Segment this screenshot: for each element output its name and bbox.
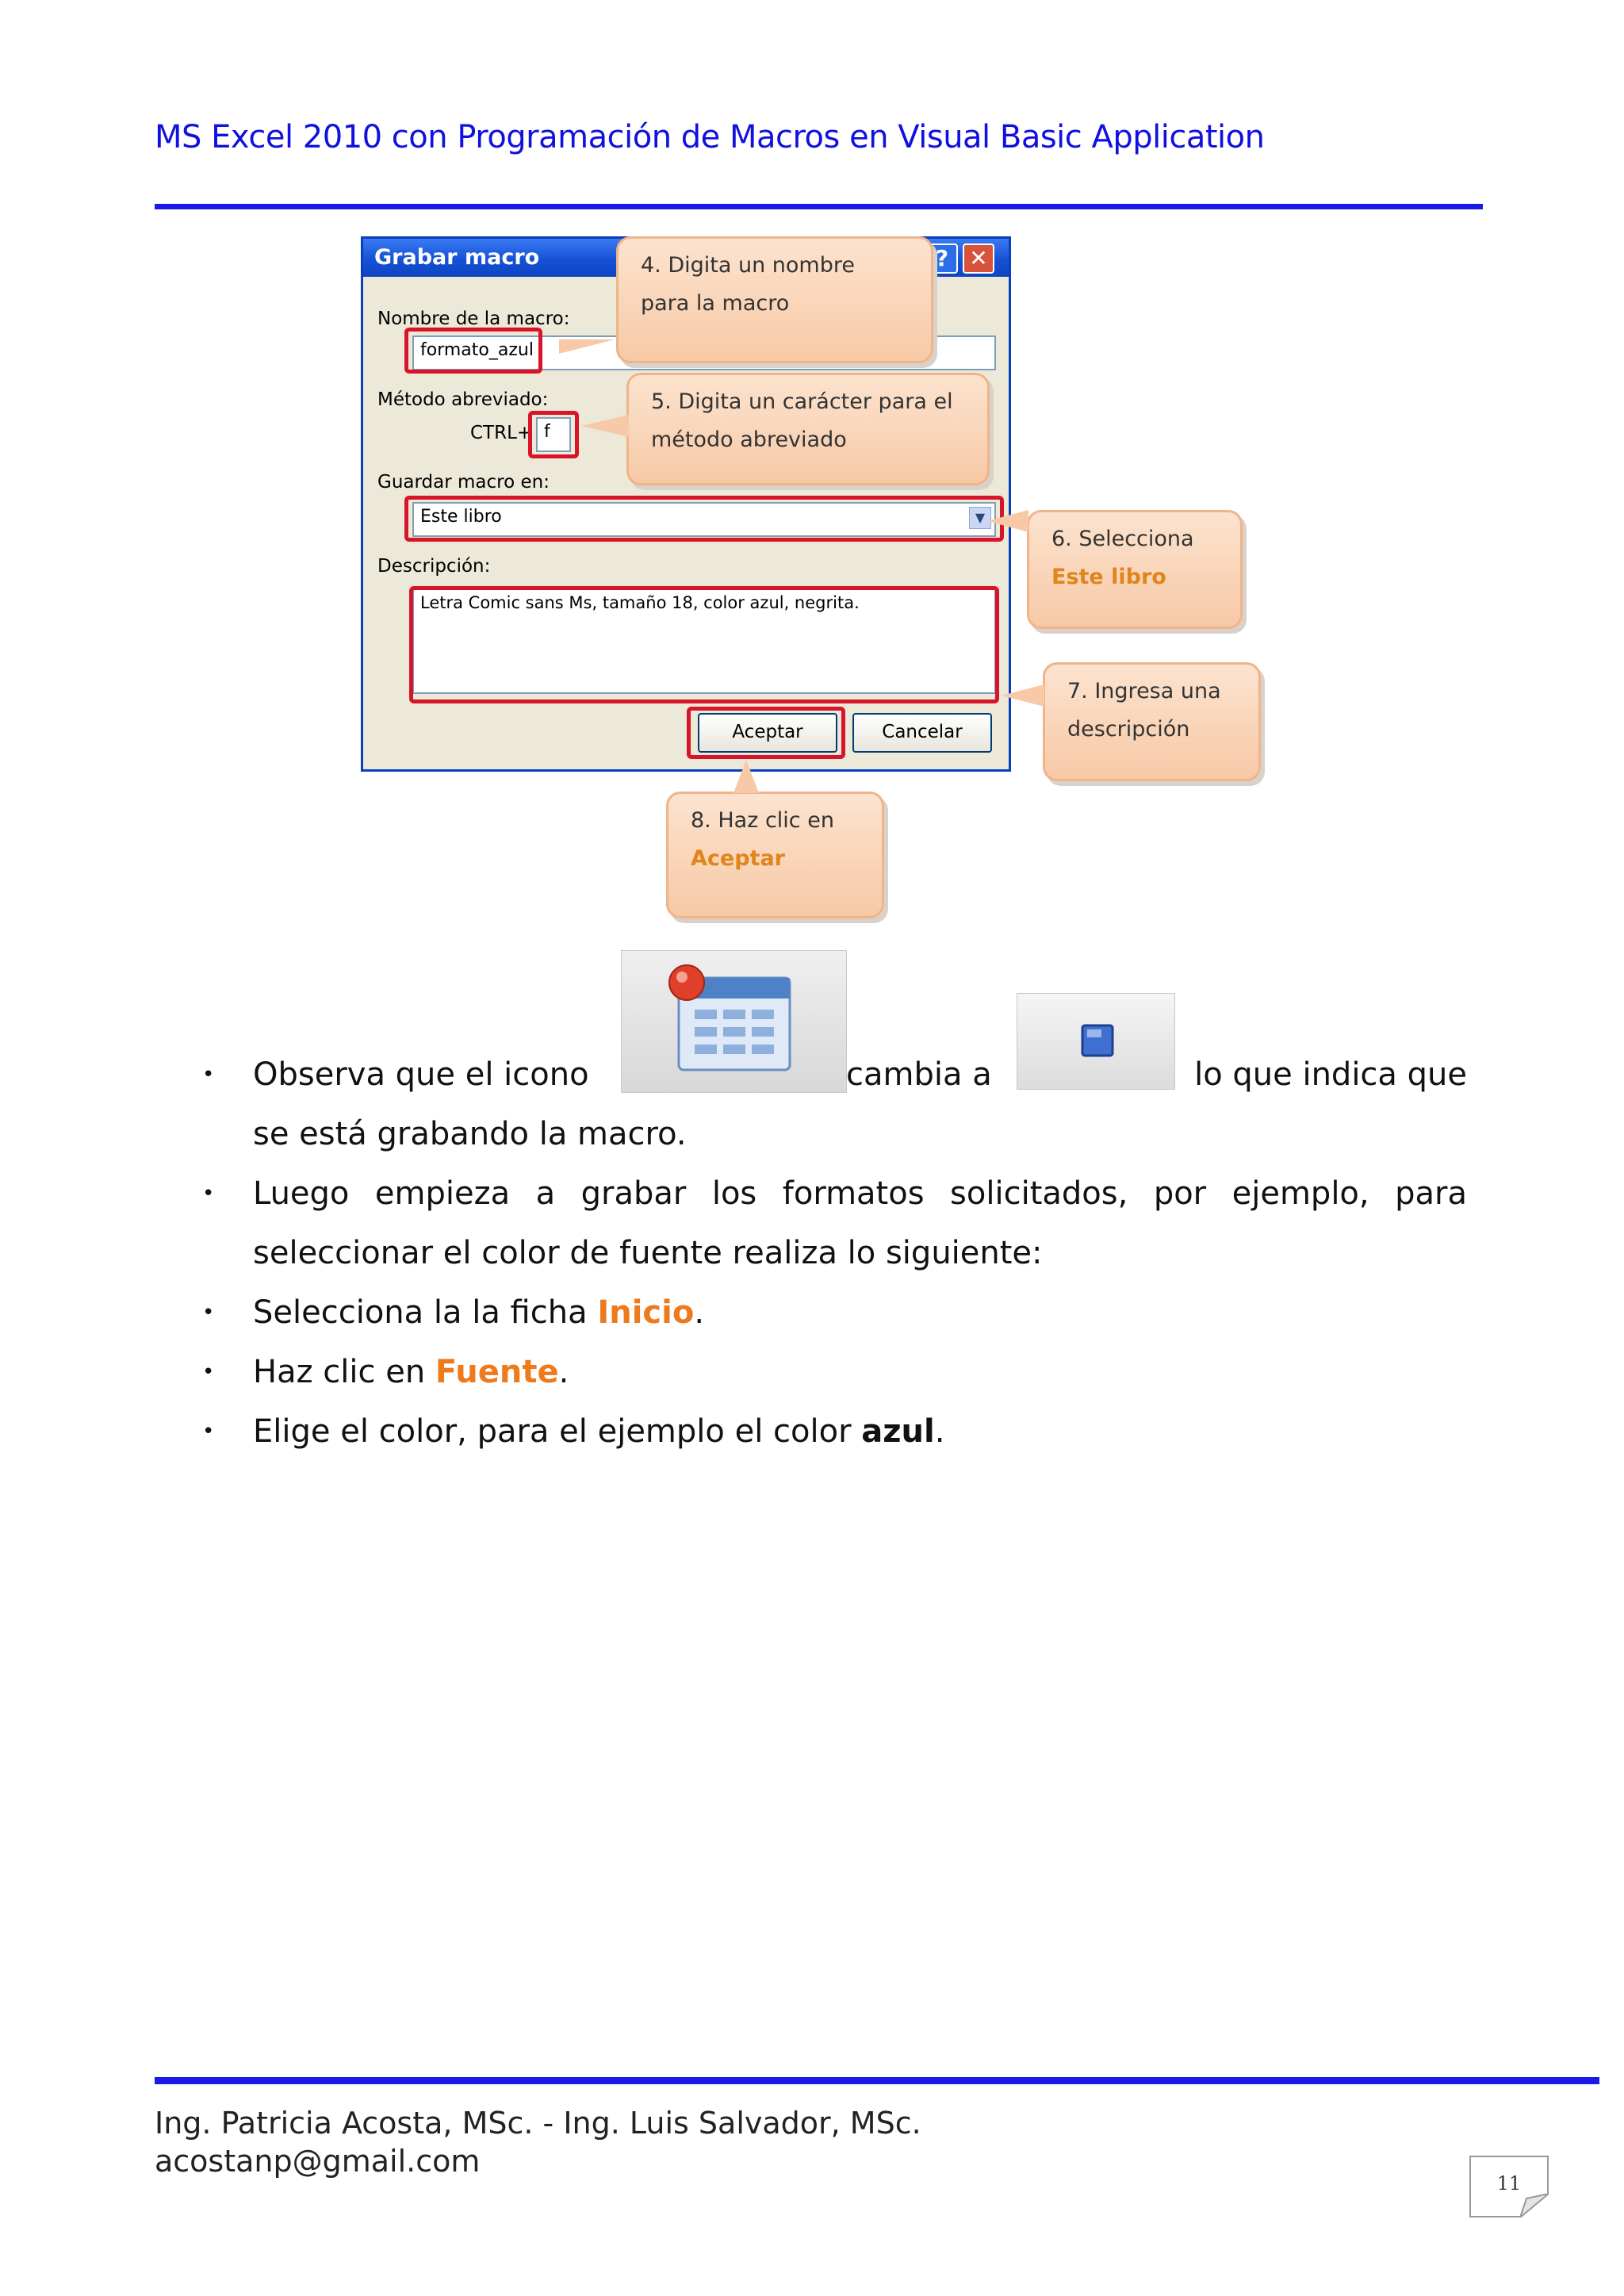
bullet-2-line2: seleccionar el color de fuente realiza lo siguiente:: [253, 1235, 1043, 1271]
callout-8-line1: 8. Haz clic en: [691, 808, 834, 833]
header-divider: [155, 204, 1483, 209]
shortcut-key-input[interactable]: f: [536, 417, 571, 452]
shortcut-label: Método abreviado:: [377, 389, 549, 410]
bullet-5-end: .: [934, 1413, 945, 1450]
callout-5-line1: 5. Digita un carácter para el: [651, 389, 953, 414]
ok-button[interactable]: Aceptar: [698, 713, 837, 753]
bullet-2-line1: Luego empieza a grabar los formatos solicitados, por ejemplo, para: [253, 1175, 1467, 1212]
bullet-marker: •: [202, 1360, 215, 1384]
bullet-1-line: [253, 1045, 1467, 1105]
bullet-5-text: Elige el color, para el ejemplo el color: [253, 1413, 862, 1450]
callout-step-4: [616, 236, 933, 363]
bullet-4-end: .: [558, 1354, 569, 1390]
list-item: [202, 1343, 1467, 1402]
instruction-list: [202, 1045, 1467, 1462]
page-curl-icon: [1520, 2194, 1549, 2217]
list-item: [202, 1402, 1467, 1462]
bullet-marker: •: [202, 1301, 215, 1324]
callout-step-8: [666, 792, 884, 918]
store-in-selected: Este libro: [420, 507, 502, 527]
bullet-5-bold: azul: [861, 1413, 935, 1450]
macro-name-label: Nombre de la macro:: [377, 309, 570, 329]
highlight-shortcut: [528, 411, 579, 458]
bullet-1-part1: Observa que el icono: [253, 1056, 589, 1093]
description-textarea[interactable]: Letra Comic sans Ms, tamaño 18, color azul, negrita.: [412, 588, 996, 694]
bullet-1-part3: lo que indica que: [1194, 1056, 1467, 1093]
cancel-button[interactable]: Cancelar: [852, 713, 992, 753]
footer-email: acostanp@gmail.com: [155, 2144, 481, 2179]
callout-6-tail: [987, 510, 1028, 532]
callout-4-line2: para la macro: [641, 291, 790, 316]
bullet-3-accent: Inicio: [597, 1294, 695, 1331]
grabar-macro-figure: [361, 236, 1273, 928]
callout-8-tail: [733, 760, 759, 793]
bullet-4-text: Haz clic en: [253, 1354, 435, 1390]
callout-step-6: [1027, 510, 1243, 629]
highlight-description: [409, 586, 999, 703]
help-button[interactable]: ?: [926, 243, 958, 274]
callout-step-5: [626, 373, 990, 485]
callout-6-line1: 6. Selecciona: [1051, 527, 1194, 551]
callout-7-tail: [1002, 684, 1044, 707]
bullet-marker: •: [202, 1182, 215, 1205]
page-number: 11: [1496, 2172, 1522, 2194]
macro-name-input[interactable]: formato_azul: [412, 335, 996, 370]
list-item: [202, 1283, 1467, 1343]
bullet-3-end: .: [694, 1294, 705, 1331]
callout-7-line1: 7. Ingresa una: [1067, 679, 1221, 703]
shortcut-prefix: CTRL+: [470, 423, 533, 443]
bullet-1-continuation: se está grabando la macro.: [253, 1116, 687, 1152]
callout-5-line2: método abreviado: [651, 427, 847, 452]
footer-authors: Ing. Patricia Acosta, MSc. - Ing. Luis Salvador, MSc.: [155, 2106, 921, 2141]
callout-4-tail: [559, 339, 615, 354]
dialog-title: Grabar macro: [374, 245, 540, 270]
highlight-macro-name: [404, 328, 542, 374]
callout-7-line2: descripción: [1067, 717, 1190, 742]
list-item: [202, 1164, 1467, 1283]
bullet-marker: •: [202, 1420, 215, 1443]
close-button[interactable]: ✕: [963, 243, 994, 274]
bullet-marker: •: [202, 1063, 215, 1087]
chevron-down-icon[interactable]: ▼: [969, 507, 991, 529]
highlight-store-in: [404, 496, 1004, 542]
callout-6-accent: Este libro: [1051, 565, 1166, 589]
callout-8-accent: Aceptar: [691, 846, 785, 871]
list-item: [202, 1045, 1467, 1164]
store-in-label: Guardar macro en:: [377, 472, 550, 493]
bullet-4-accent: Fuente: [435, 1354, 559, 1390]
description-label: Descripción:: [377, 556, 491, 577]
callout-4-line1: 4. Digita un nombre: [641, 253, 855, 278]
page-number-box: [1469, 2156, 1549, 2217]
callout-5-tail: [581, 415, 629, 437]
footer-divider: [155, 2077, 1599, 2084]
bullet-1-part2: cambia a: [846, 1056, 992, 1093]
page-header-title: MS Excel 2010 con Programación de Macros en Visual Basic Application: [155, 119, 1265, 155]
bullet-3-text: Selecciona la la ficha: [253, 1294, 598, 1331]
callout-step-7: [1043, 662, 1261, 781]
highlight-ok: [687, 707, 845, 759]
